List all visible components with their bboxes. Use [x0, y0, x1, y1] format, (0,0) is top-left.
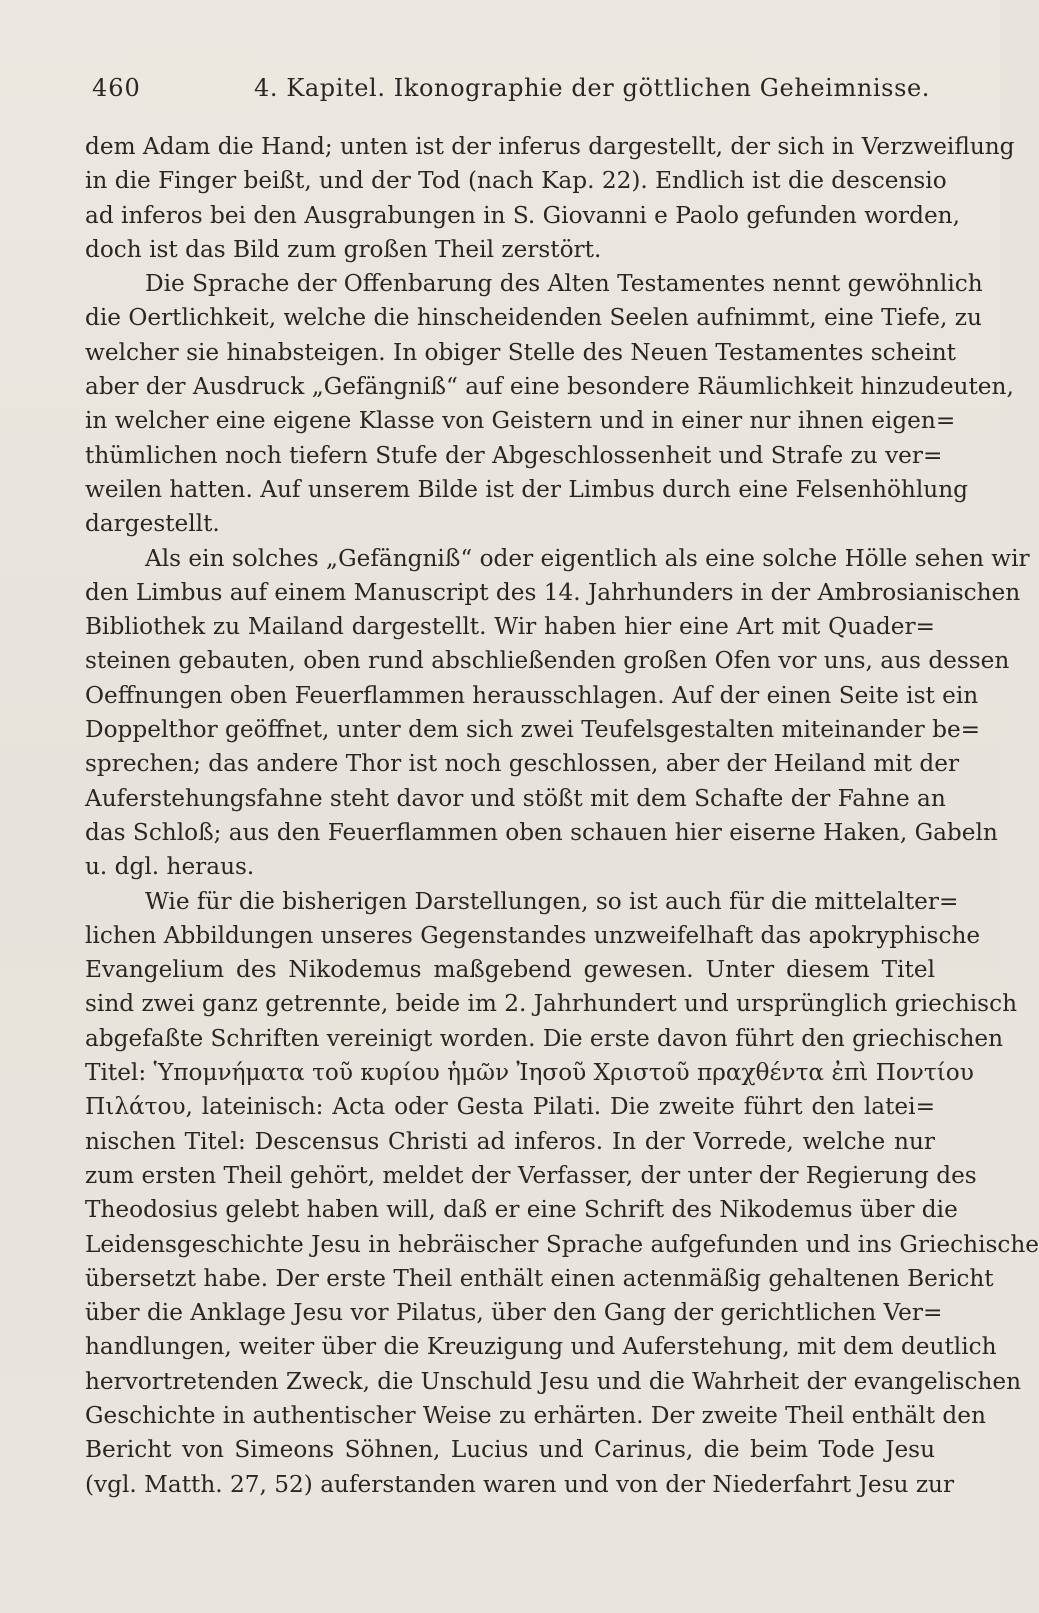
text-line: nischen Titel: Descensus Christi ad inferos. In der Vorrede, welche nur: [85, 1127, 935, 1155]
text-line: Theodosius gelebt haben will, daß er eine Schrift des Nikodemus über die: [85, 1196, 958, 1224]
text-line: welcher sie hinabsteigen. In obiger Stelle des Neuen Testamentes scheint: [85, 338, 956, 366]
text-line: Πιλάτου, lateinisch: Acta oder Gesta Pilati. Die zweite führt den latei=: [85, 1093, 935, 1121]
text-line: steinen gebauten, oben rund abschließenden großen Ofen vor uns, aus dessen: [85, 647, 1010, 675]
text-line: Oeffnungen oben Feuerflammen herausschlagen. Auf der einen Seite ist ein: [85, 681, 979, 709]
text-line: Bibliothek zu Mailand dargestellt. Wir haben hier eine Art mit Quader=: [85, 613, 935, 641]
text-line: handlungen, weiter über die Kreuzigung und Auferstehung, mit dem deutlich: [85, 1333, 997, 1361]
text-line: (vgl. Matth. 27, 52) auferstanden waren und von der Niederfahrt Jesu zur: [85, 1470, 955, 1498]
text-line: das Schloß; aus den Feuerflammen oben schauen hier eiserne Haken, Gabeln: [85, 818, 998, 846]
text-line: hervortretenden Zweck, die Unschuld Jesu und die Wahrheit der evangelischen: [85, 1367, 1022, 1395]
text-line: übersetzt habe. Der erste Theil enthält einen actenmäßig gehaltenen Bericht: [85, 1264, 994, 1292]
paragraph: [85, 885, 1039, 1502]
chapter-title: 4. Kapitel. Ikonographie der göttlichen Geheimnisse.: [254, 74, 931, 102]
text-line: über die Anklage Jesu vor Pilatus, über den Gang der gerichtlichen Ver=: [85, 1299, 943, 1327]
text-line: den Limbus auf einem Manuscript des 14. Jahrhunders in der Ambrosianischen: [85, 578, 1021, 606]
paragraph: [85, 130, 1015, 267]
page-number: 460: [92, 74, 141, 102]
text-line: zum ersten Theil gehört, meldet der Verfasser, der unter der Regierung des: [85, 1161, 977, 1189]
running-head: [92, 74, 942, 108]
text-line: Evangelium des Nikodemus maßgebend gewesen. Unter diesem Titel: [85, 956, 935, 984]
text-line: weilen hatten. Auf unserem Bilde ist der Limbus durch eine Felsenhöhlung: [85, 475, 968, 503]
text-line: ad inferos bei den Ausgrabungen in S. Giovanni e Paolo gefunden worden,: [85, 201, 960, 229]
text-line: sprechen; das andere Thor ist noch geschlossen, aber der Heiland mit der: [85, 750, 960, 778]
text-line: u. dgl. heraus.: [85, 853, 255, 881]
text-line: dargestellt.: [85, 510, 220, 538]
text-line: Titel: Ὑπομνήματα τοῦ κυρίου ἡμῶν Ἰησοῦ Χριστοῦ πραχθέντα ἐπὶ Ποντίου: [85, 1059, 974, 1087]
text-line: in die Finger beißt, und der Tod (nach Kap. 22). Endlich ist die descensio: [85, 167, 947, 195]
text-line: abgefaßte Schriften vereinigt worden. Die erste davon führt den griechischen: [85, 1024, 1004, 1052]
text-line: doch ist das Bild zum großen Theil zerstört.: [85, 235, 602, 263]
paragraph: [85, 267, 1014, 541]
text-line: Die Sprache der Offenbarung des Alten Testamentes nennt gewöhnlich: [145, 270, 983, 298]
text-line: Geschichte in authentischer Weise zu erhärten. Der zweite Theil enthält den: [85, 1401, 986, 1429]
text-line: Als ein solches „Gefängniß“ oder eigentlich als eine solche Hölle sehen wir: [145, 544, 1030, 572]
text-line: Doppelthor geöffnet, unter dem sich zwei Teufelsgestalten miteinander be=: [85, 716, 981, 744]
text-line: Bericht von Simeons Söhnen, Lucius und Carinus, die beim Tode Jesu: [85, 1436, 935, 1464]
text-line: Auferstehungsfahne steht davor und stößt mit dem Schafte der Fahne an: [85, 784, 946, 812]
text-line: dem Adam die Hand; unten ist der inferus dargestellt, der sich in Verzweiflung: [85, 133, 1015, 160]
paragraph: [85, 542, 1030, 885]
text-line: lichen Abbildungen unseres Gegenstandes unzweifelhaft das apokryphische: [85, 921, 981, 949]
text-line: thümlichen noch tiefern Stufe der Abgeschlossenheit und Strafe zu ver=: [85, 441, 943, 469]
text-line: Wie für die bisherigen Darstellungen, so ist auch für die mittelalter=: [145, 887, 959, 915]
body-text: [85, 130, 1039, 1502]
text-line: aber der Ausdruck „Gefängniß“ auf eine besondere Räumlichkeit hinzudeuten,: [85, 373, 1014, 401]
text-line: Leidensgeschichte Jesu in hebräischer Sprache aufgefunden und ins Griechische: [85, 1230, 1039, 1258]
text-line: die Oertlichkeit, welche die hinscheidenden Seelen aufnimmt, eine Tiefe, zu: [85, 304, 982, 332]
text-line: in welcher eine eigene Klasse von Geistern und in einer nur ihnen eigen=: [85, 407, 956, 435]
text-line: sind zwei ganz getrennte, beide im 2. Jahrhundert und ursprünglich griechisch: [85, 990, 1018, 1018]
